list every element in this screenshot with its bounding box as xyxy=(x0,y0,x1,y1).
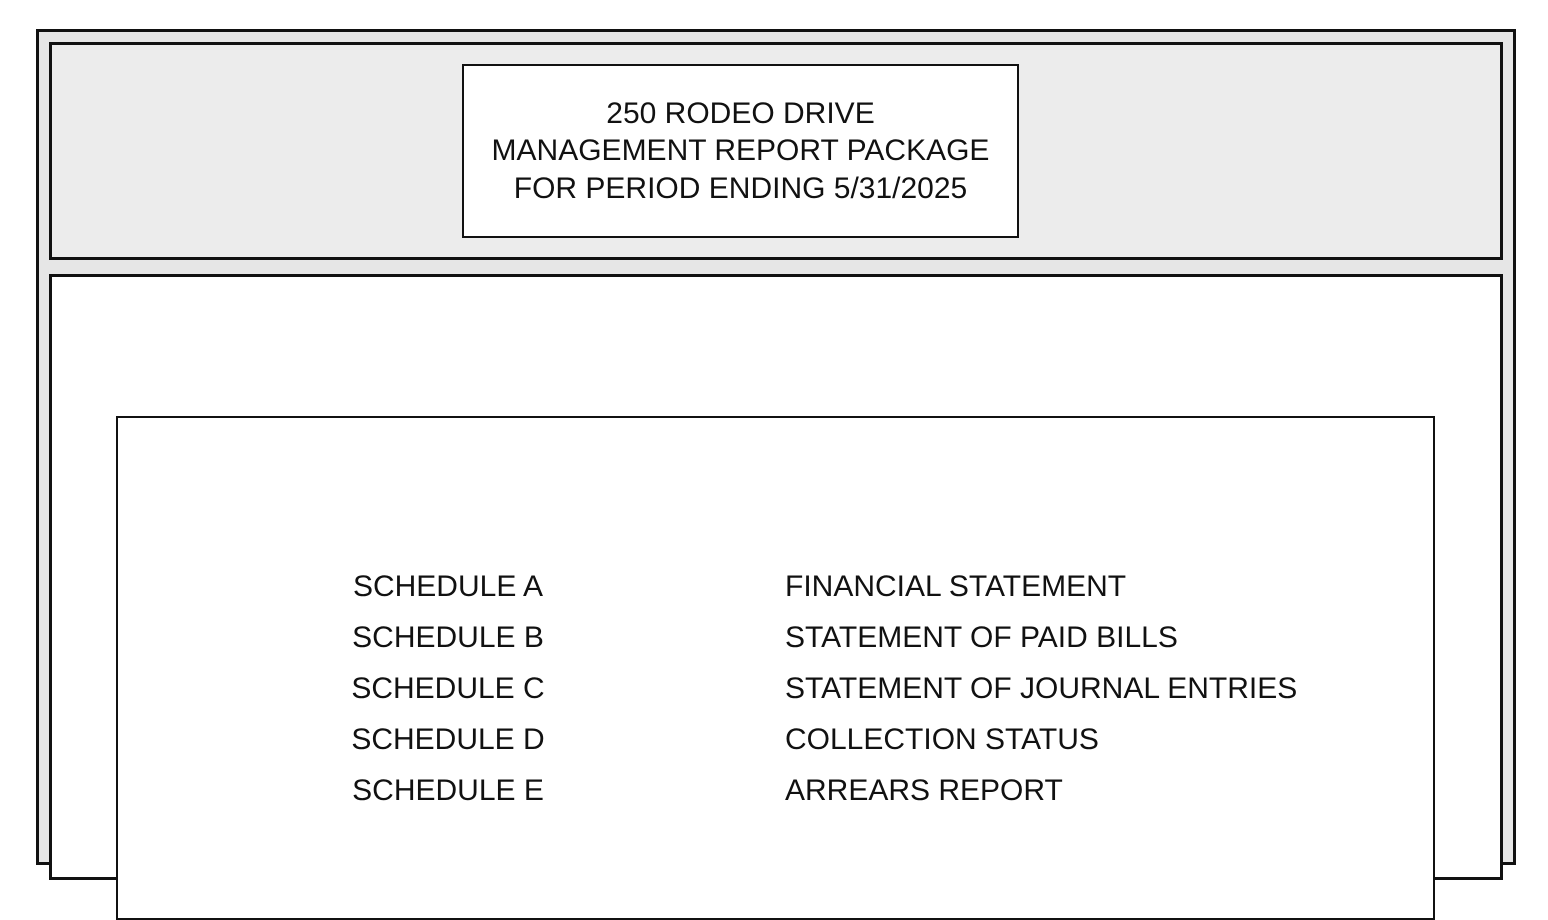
property-name: 250 RODEO DRIVE xyxy=(606,96,875,130)
schedule-row xyxy=(118,663,1433,714)
schedule-code: SCHEDULE A xyxy=(352,570,544,603)
schedule-name: FINANCIAL STATEMENT xyxy=(785,570,1127,603)
schedule-index-box xyxy=(116,416,1435,920)
schedule-code: SCHEDULE D xyxy=(351,723,545,756)
schedule-name: STATEMENT OF PAID BILLS xyxy=(785,621,1178,654)
schedule-row xyxy=(118,714,1433,765)
schedule-row xyxy=(118,765,1433,816)
schedule-row xyxy=(118,561,1433,612)
contents-panel xyxy=(49,274,1503,880)
schedule-name: STATEMENT OF JOURNAL ENTRIES xyxy=(785,672,1298,705)
document-frame xyxy=(36,29,1516,865)
schedule-list xyxy=(118,561,1433,816)
schedule-code: SCHEDULE B xyxy=(352,621,544,654)
report-period: FOR PERIOD ENDING 5/31/2025 xyxy=(513,171,968,205)
schedule-name: ARREARS REPORT xyxy=(785,774,1063,807)
schedule-code: SCHEDULE C xyxy=(351,672,545,705)
report-title: MANAGEMENT REPORT PACKAGE xyxy=(491,134,990,168)
schedule-name: COLLECTION STATUS xyxy=(785,723,1099,756)
header-panel xyxy=(49,42,1503,260)
schedule-row xyxy=(118,612,1433,663)
schedule-code: SCHEDULE E xyxy=(352,774,544,807)
report-title-box xyxy=(462,64,1019,238)
